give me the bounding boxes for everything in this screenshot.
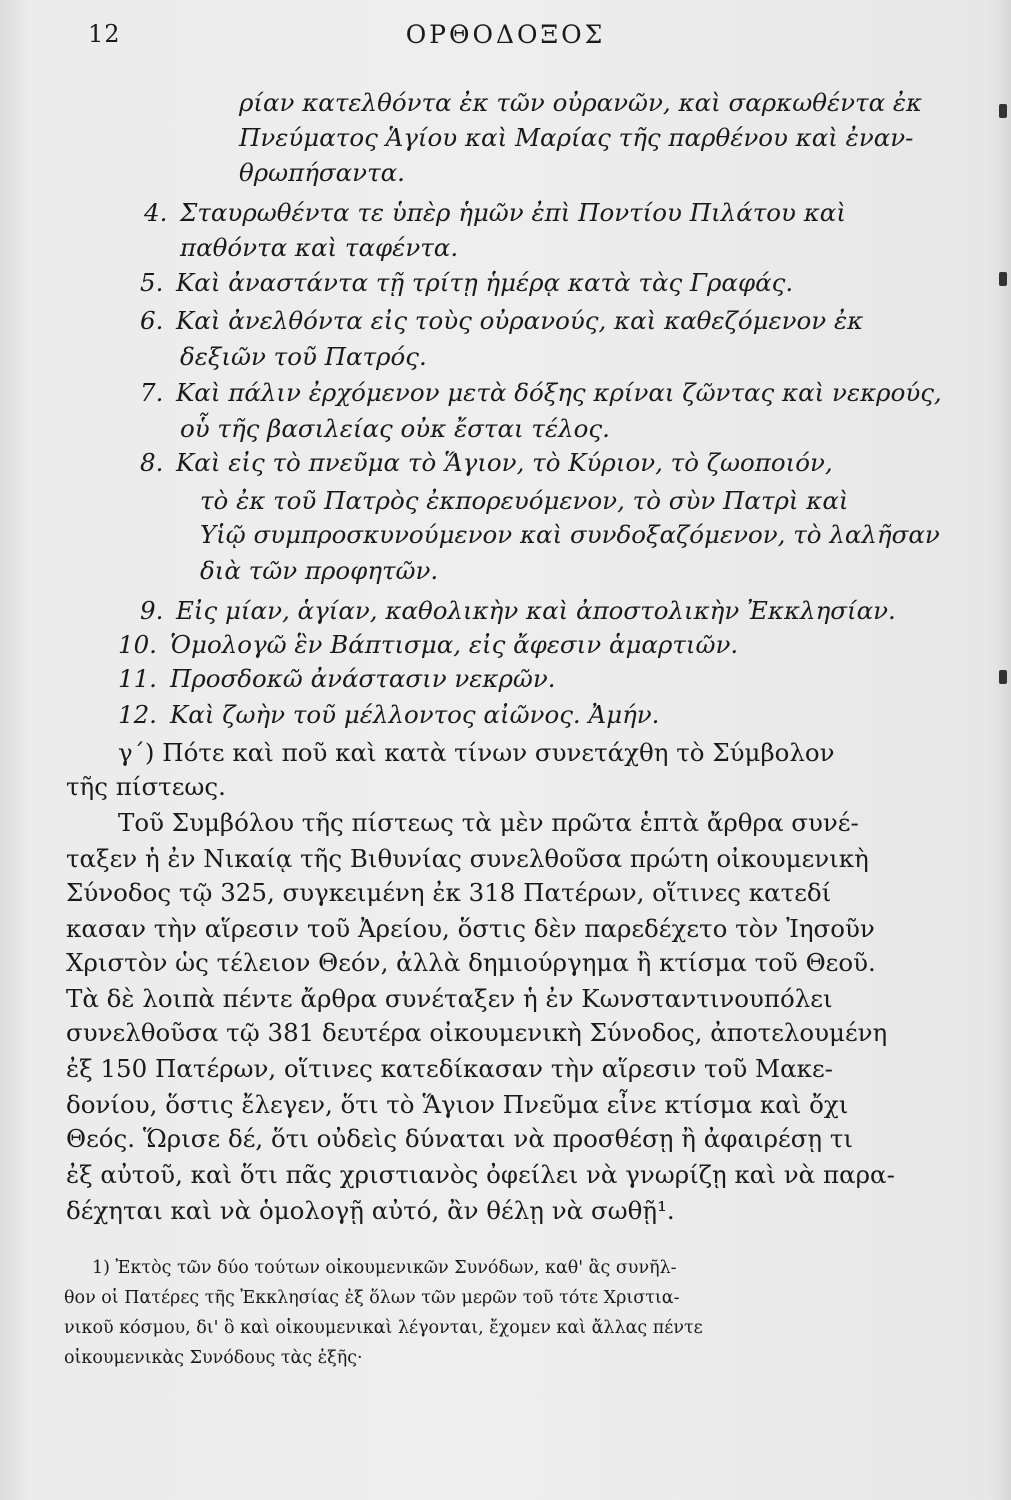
creed-line: ρίαν κατελθόντα ἐκ τῶν οὐρανῶν, καὶ σαρκωθέντα ἐκ — [239, 88, 923, 117]
body-line: Θεός. Ὥρισε δέ, ὅτι οὐδεὶς δύναται νὰ προσθέσῃ ἢ ἀφαιρέσῃ τι — [66, 1124, 854, 1153]
page-edge-mark — [999, 104, 1007, 118]
footnote-line: θον οἱ Πατέρες τῆς Ἐκκλησίας ἐξ ὅλων τῶν μερῶν τοῦ τότε Χριστια- — [64, 1288, 680, 1308]
creed-line: Πνεύματος Ἁγίου καὶ Μαρίας τῆς παρθένου καὶ ἐναν- — [239, 123, 914, 152]
section-heading: γ΄) Πότε καὶ ποῦ καὶ κατὰ τίνων συνετάχθη τὸ Σύμβολον — [118, 738, 835, 767]
creed-line: Υἱῷ συμπροσκυνούμενον καὶ συνδοξαζόμενον, τὸ λαλῆσαν — [200, 520, 940, 549]
creed-line: 8. Καὶ εἰς τὸ πνεῦμα τὸ Ἅγιον, τὸ Κύριον, τὸ ζωοποιόν, — [140, 448, 833, 477]
body-line: ταξεν ἡ ἐν Νικαίᾳ τῆς Βιθυνίας συνελθοῦσα πρώτη οἰκουμενικὴ — [66, 844, 869, 873]
body-line: ἐξ αὐτοῦ, καὶ ὅτι πᾶς χριστιανὸς ὀφείλει νὰ γνωρίζῃ καὶ νὰ παρα- — [66, 1160, 895, 1189]
creed-line: διὰ τῶν προφητῶν. — [200, 556, 439, 585]
body-line: δέχηται καὶ νὰ ὁμολογῇ αὐτό, ἂν θέλῃ νὰ σωθῇ¹. — [66, 1196, 675, 1225]
creed-line: 9. Εἰς μίαν, ἁγίαν, καθολικὴν καὶ ἀποστολικὴν Ἐκκλησίαν. — [140, 596, 896, 625]
creed-line: 10. Ὁμολογῶ ἓν Βάπτισμα, εἰς ἄφεσιν ἁμαρτιῶν. — [118, 630, 739, 659]
body-line: δονίου, ὅστις ἔλεγεν, ὅτι τὸ Ἅγιον Πνεῦμα εἶνε κτίσμα καὶ ὄχι — [66, 1090, 849, 1119]
creed-line: 7. Καὶ πάλιν ἐρχόμενον μετὰ δόξης κρίναι ζῶντας καὶ νεκρούς, — [140, 378, 942, 407]
section-heading: τῆς πίστεως. — [66, 772, 226, 801]
body-line: Σύνοδος τῷ 325, συγκειμένη ἐκ 318 Πατέρων, οἵτινες κατεδί — [66, 878, 832, 907]
footnote-line: νικοῦ κόσμου, δι' ὃ καὶ οἰκουμενικαὶ λέγονται, ἔχομεν καὶ ἄλλας πέντε — [64, 1318, 703, 1338]
creed-line: 6. Καὶ ἀνελθόντα εἰς τοὺς οὐρανούς, καὶ καθεζόμενον ἐκ — [140, 306, 864, 335]
body-line: συνελθοῦσα τῷ 381 δευτέρα οἰκουμενικὴ Σύνοδος, ἀποτελουμένη — [66, 1018, 888, 1047]
body-line: κασαν τὴν αἵρεσιν τοῦ Ἀρείου, ὅστις δὲν παρεδέχετο τὸν Ἰησοῦν — [66, 914, 875, 943]
creed-line: 12. Καὶ ζωὴν τοῦ μέλλοντος αἰῶνος. Ἀμήν. — [118, 700, 660, 729]
page-edge-mark — [999, 670, 1007, 684]
body-line: Τοῦ Συμβόλου τῆς πίστεως τὰ μὲν πρῶτα ἑπτὰ ἄρθρα συνέ- — [118, 808, 859, 837]
body-line: ἐξ 150 Πατέρων, οἵτινες κατεδίκασαν τὴν αἵρεσιν τοῦ Μακε- — [66, 1054, 833, 1083]
footnote-line: 1) Ἐκτὸς τῶν δύο τούτων οἰκουμενικῶν Συνόδων, καθ' ἃς συνῆλ- — [92, 1258, 677, 1278]
creed-line: οὗ τῆς βασιλείας οὐκ ἔσται τέλος. — [180, 414, 610, 443]
creed-line: θρωπήσαντα. — [239, 158, 405, 187]
creed-line: 4. Σταυρωθέντα τε ὑπὲρ ἡμῶν ἐπὶ Ποντίου Πιλάτου καὶ — [144, 198, 846, 227]
creed-line: δεξιῶν τοῦ Πατρός. — [180, 342, 427, 371]
creed-line: 5. Καὶ ἀναστάντα τῇ τρίτῃ ἡμέρᾳ κατὰ τὰς Γραφάς. — [140, 268, 794, 297]
footnote-line: οἰκουμενικὰς Συνόδους τὰς ἑξῆς· — [64, 1348, 363, 1368]
running-title: ΟΡΘΟΔΟΞΟΣ — [405, 20, 606, 49]
body-line: Τὰ δὲ λοιπὰ πέντε ἄρθρα συνέταξεν ἡ ἐν Κωνσταντινουπόλει — [66, 984, 833, 1013]
page-edge-mark — [999, 272, 1007, 286]
creed-line: παθόντα καὶ ταφέντα. — [180, 233, 459, 262]
body-line: Χριστὸν ὡς τέλειον Θεόν, ἀλλὰ δημιούργημα ἢ κτίσμα τοῦ Θεοῦ. — [66, 948, 876, 977]
creed-line: τὸ ἐκ τοῦ Πατρὸς ἐκπορευόμενον, τὸ σὺν Πατρὶ καὶ — [200, 486, 849, 515]
creed-line: 11. Προσδοκῶ ἀνάστασιν νεκρῶν. — [118, 664, 556, 693]
page-number: 12 — [88, 20, 121, 48]
